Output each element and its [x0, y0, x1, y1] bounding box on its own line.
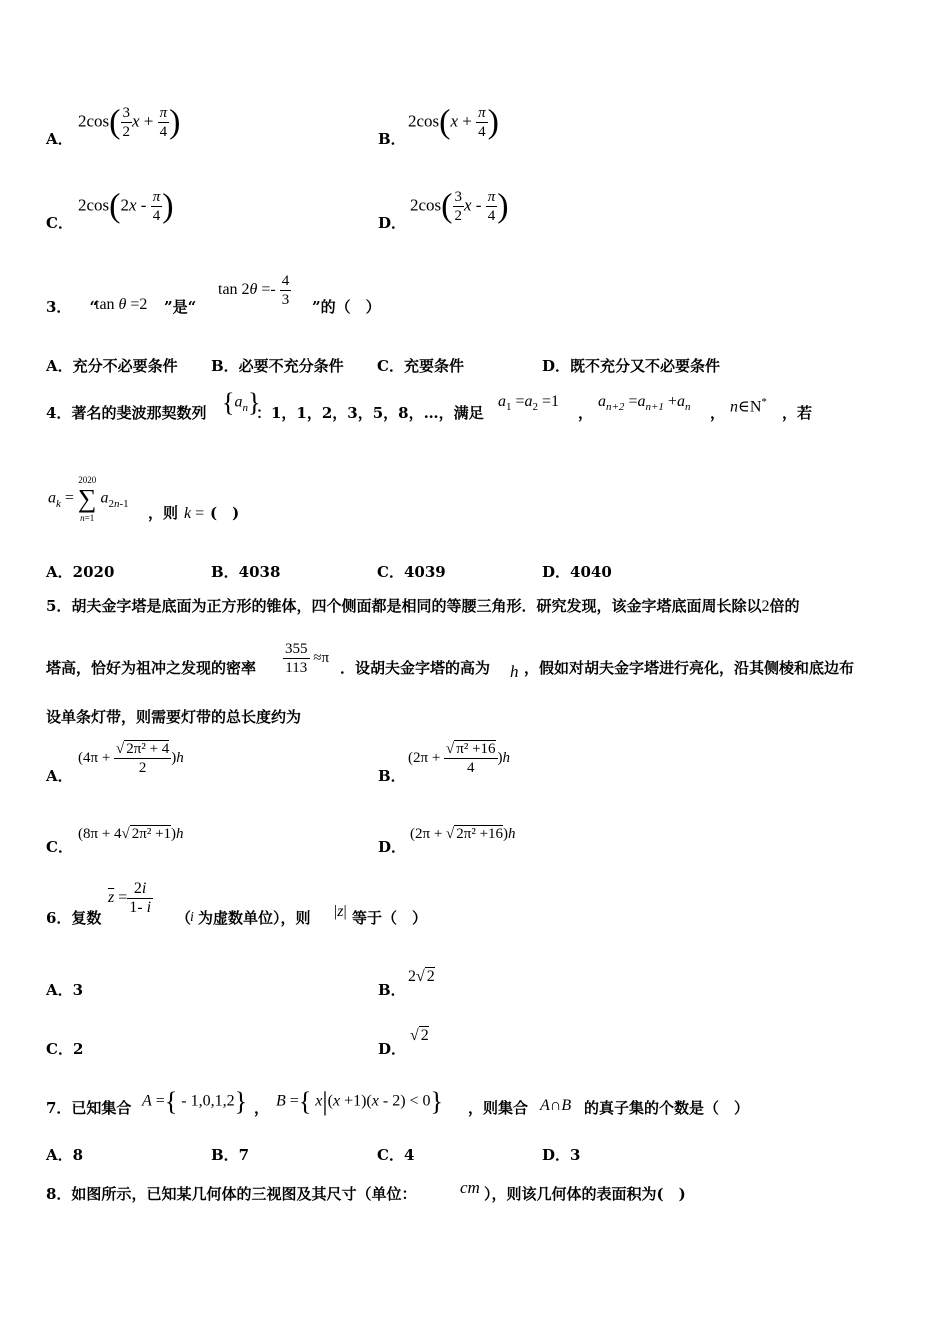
q7-text-mid: ，则集合 [468, 1099, 529, 1117]
option-b-formula: 2cos(x + $\frac{\pi}{4}$ ) [408, 103, 499, 141]
q7-set-a: A ={ - 1,0,1,2} [142, 1087, 248, 1116]
option-b-label: B． [378, 130, 406, 148]
q7-option-d[interactable]: D．3 [542, 1146, 581, 1164]
q3-text-mid: ”是“ [164, 298, 197, 316]
q7-sep: ， [254, 1099, 270, 1117]
q5-option-a-formula: (4π + $\frac{\text{√ 2π² + 4}}{2}$ )h [78, 741, 184, 776]
q5-option-d-formula: (2π + √ 2π² +16)h [410, 826, 516, 842]
question-7: 7．已知集合 [46, 1099, 132, 1117]
q8-text-end: ），则该几何体的表面积为( ) [484, 1185, 686, 1203]
q6-paren-open: （ [176, 909, 192, 927]
q7-option-b[interactable]: B．7 [211, 1146, 250, 1164]
q5-option-a-label: A． [46, 767, 73, 785]
q4-sum: $a_k$ = 2020 ∑ n=1 $a_{2n-1}$ [48, 475, 129, 523]
q4-domain: n∈N* [730, 396, 767, 416]
option-d-label: D． [378, 214, 407, 232]
q4-text-then: ，则 [148, 504, 179, 522]
q7-text-end: 的真子集的个数是（ ） [584, 1099, 750, 1117]
q3-result: tan 2θ =- $\frac{4}{3}$ [218, 273, 290, 308]
q5-line-2-end: ，假如对胡夫金字塔进行亮化，沿其侧棱和底边布 [524, 659, 855, 677]
q4-sequence: $\{a_n\}$ [222, 388, 261, 417]
q6-option-b-formula: 2√ 2 [408, 968, 435, 985]
q5-line-2-mid: ．设胡夫金字塔的高为 [340, 659, 491, 677]
question-5-line-2: 塔高，恰好为祖冲之发现的密率 [46, 659, 257, 677]
q4-paren: ( ) [210, 504, 240, 522]
q5-option-d-label: D． [378, 838, 407, 856]
q5-two: 2 [761, 598, 770, 615]
q6-i: i [190, 910, 194, 925]
q6-equation: $\overline{z}$ = $\frac{2i}{1- i}$ [108, 880, 152, 916]
option-a-formula: 2cos( $\frac{3}{2}$ x + $\frac{\pi}{4}$ ) [78, 103, 181, 141]
option-c-formula: 2cos(2x - $\frac{\pi}{4}$ ) [78, 187, 174, 225]
question-3: 3． “ [46, 298, 99, 316]
q5-option-c-label: C． [46, 838, 73, 856]
question-6: 6．复数 [46, 909, 102, 927]
q6-text-mid: 为虚数单位），则 [198, 909, 311, 927]
q4-k: k = [184, 505, 205, 522]
question-4: 4．著名的斐波那契数列 [46, 404, 207, 422]
q6-option-d-label[interactable]: D． [378, 1040, 407, 1058]
q6-option-a[interactable]: A．3 [46, 981, 84, 999]
q4-sep-2: ， [710, 404, 726, 422]
q3-option-a[interactable]: A．充分不必要条件 [46, 357, 178, 375]
q5-option-b-formula: (2π + $\frac{\text{√ π² +16}}{4}$ )h [408, 741, 511, 776]
q7-set-b: B ={ x|(x +1)(x - 2) < 0} [276, 1087, 444, 1116]
question-5-line-3: 设单条灯带，则需要灯带的总长度约为 [46, 708, 302, 726]
q6-abs-z: |z| [334, 903, 347, 920]
q6-option-b-label[interactable]: B． [378, 981, 406, 999]
q5-option-b-label: B． [378, 767, 406, 785]
q4-option-a[interactable]: A．2020 [46, 563, 115, 581]
q4-text-terms: ：1，1，2，3，5，8，…，满足 [256, 404, 484, 422]
question-8: 8．如图所示，已知某几何体的三视图及其尺寸（单位： [46, 1185, 417, 1203]
q7-option-a[interactable]: A．8 [46, 1146, 84, 1164]
q6-text-end: 等于（ ） [352, 909, 428, 927]
q3-text-end: ”的（ ） [312, 298, 381, 316]
q4-option-d[interactable]: D．4040 [542, 563, 612, 581]
question-5-line-1: 5．胡夫金字塔是底面为正方形的锥体，四个侧面都是相同的等腰三角形．研究发现，该金字塔底面周长除以2倍的 [46, 597, 800, 615]
q5-option-c-formula: (8π + 4√ 2π² +1)h [78, 826, 184, 842]
q4-option-b[interactable]: B．4038 [211, 563, 281, 581]
q6-option-d-formula: √ 2 [410, 1027, 429, 1044]
q8-unit: cm [460, 1178, 480, 1197]
q5-ratio: $\frac{355}{113}$ ≈π [285, 641, 330, 676]
option-a-label: A． [46, 130, 73, 148]
q7-option-c[interactable]: C．4 [377, 1146, 415, 1164]
q3-option-c[interactable]: C．充要条件 [377, 357, 464, 375]
q4-initial: $a_1 =a_2 =1$ [498, 393, 560, 414]
option-c-label: C． [46, 214, 73, 232]
q4-sep-1: ， [578, 404, 594, 422]
q3-option-b[interactable]: B．必要不充分条件 [211, 357, 344, 375]
q4-recurrence: $a_{n+2} =a_{n+1} +a_n$ [598, 393, 691, 414]
q7-intersection: A∩B [540, 1097, 572, 1114]
q5-h: h [510, 662, 519, 681]
q4-option-c[interactable]: C．4039 [377, 563, 446, 581]
q6-option-c[interactable]: C．2 [46, 1040, 84, 1058]
q3-option-d[interactable]: D．既不充分又不必要条件 [542, 357, 721, 375]
q4-text-if: ，若 [782, 404, 813, 422]
option-d-formula: 2cos( $\frac{3}{2}$ x - $\frac{\pi}{4}$ ) [410, 187, 509, 225]
q3-condition: tan θ =2 [95, 296, 148, 313]
